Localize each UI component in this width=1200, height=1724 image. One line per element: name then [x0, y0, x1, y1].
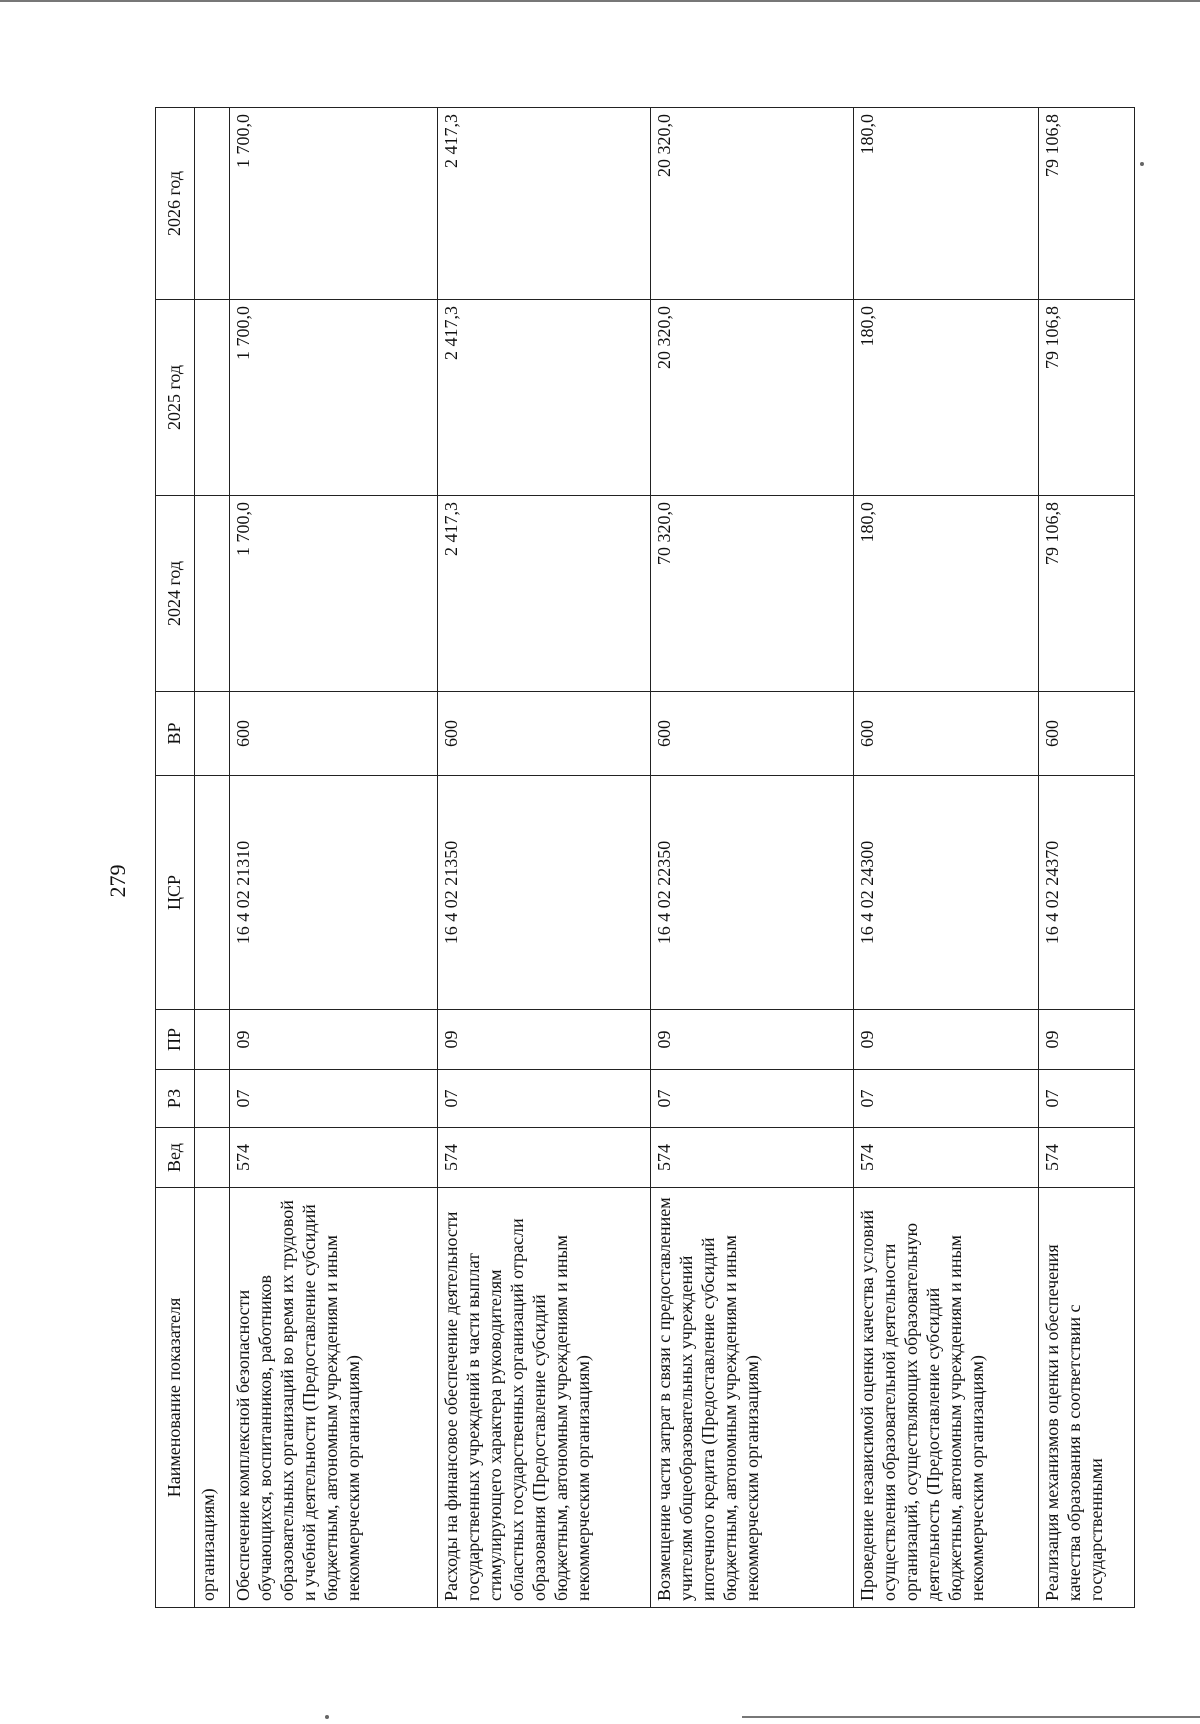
table-header-row [156, 108, 195, 1608]
scan-speck [1140, 162, 1144, 166]
header-csr: ЦСР [156, 776, 195, 1010]
continuation-row [195, 108, 230, 1608]
row-vr-cell: 600 [230, 692, 438, 776]
scan-speck [325, 1715, 329, 1719]
row-ved-cell: 574 [854, 1128, 1039, 1188]
row-name-cell: Обеспечение комплексной безопасности обучающихся, воспитанников, работников образовательных организаций во время их трудовой и учебной деятельности (Предоставление субсидий бюджетным, автономным учреждениям и иным некоммерческим организациям) [230, 1188, 438, 1608]
row-name-cell: Расходы на финансовое обеспечение деятельности государственных учреждений в части выплат стимулирующего характера руководителям областных государственных организаций отрасли образования (Предоставление субсидий бюджетным, автономным учреждениям и иным некоммерческим организациям) [438, 1188, 651, 1608]
empty-cell [195, 300, 230, 496]
scan-bottom-edge [742, 1716, 1200, 1718]
row-pr-cell: 09 [1038, 1010, 1134, 1070]
scan-top-edge [0, 0, 1200, 2]
header-2026: 2026 год [156, 108, 195, 300]
row-pr-cell: 09 [651, 1010, 854, 1070]
table-row [854, 108, 1039, 1608]
row-2026-cell: 1 700,0 [230, 108, 438, 300]
empty-cell [195, 496, 230, 692]
continuation-cell: организациям) [195, 1188, 230, 1608]
row-rz-cell: 07 [438, 1070, 651, 1128]
table-row [438, 108, 651, 1608]
row-2024-cell: 2 417,3 [438, 496, 651, 692]
header-rz: РЗ [156, 1070, 195, 1128]
row-name-cell: Проведение независимой оценки качества условий осуществления образовательной деятельности организаций, осуществляющих образовательную деятельность (Предоставление субсидий бюджетным, автономным учреждениям и иным некоммерческим организациям) [854, 1188, 1039, 1608]
row-rz-cell: 07 [854, 1070, 1039, 1128]
row-2024-cell: 70 320,0 [651, 496, 854, 692]
row-2025-cell: 20 320,0 [651, 300, 854, 496]
page-number: 279 [105, 864, 130, 898]
row-2024-cell: 1 700,0 [230, 496, 438, 692]
empty-cell [195, 1128, 230, 1188]
row-vr-cell: 600 [651, 692, 854, 776]
row-2026-cell: 20 320,0 [651, 108, 854, 300]
row-csr-cell: 16 4 02 24300 [854, 776, 1039, 1010]
row-rz-cell: 07 [651, 1070, 854, 1128]
table-row [651, 108, 854, 1608]
row-pr-cell: 09 [438, 1010, 651, 1070]
row-2025-cell: 79 106,8 [1038, 300, 1134, 496]
table-row [1038, 108, 1134, 1608]
row-2024-cell: 180,0 [854, 496, 1039, 692]
row-ved-cell: 574 [438, 1128, 651, 1188]
empty-cell [195, 1010, 230, 1070]
row-csr-cell: 16 4 02 21350 [438, 776, 651, 1010]
empty-cell [195, 692, 230, 776]
header-pr: ПР [156, 1010, 195, 1070]
header-2024: 2024 год [156, 496, 195, 692]
row-pr-cell: 09 [230, 1010, 438, 1070]
header-vr: ВР [156, 692, 195, 776]
row-ved-cell: 574 [1038, 1128, 1134, 1188]
row-2026-cell: 180,0 [854, 108, 1039, 300]
header-ved: Вед [156, 1128, 195, 1188]
row-rz-cell: 07 [1038, 1070, 1134, 1128]
row-vr-cell: 600 [438, 692, 651, 776]
row-rz-cell: 07 [230, 1070, 438, 1128]
row-csr-cell: 16 4 02 21310 [230, 776, 438, 1010]
row-ved-cell: 574 [651, 1128, 854, 1188]
row-vr-cell: 600 [854, 692, 1039, 776]
empty-cell [195, 108, 230, 300]
empty-cell [195, 1070, 230, 1128]
row-2024-cell: 79 106,8 [1038, 496, 1134, 692]
budget-table [155, 107, 1135, 1608]
header-name: Наименование показателя [156, 1188, 195, 1608]
header-2025: 2025 год [156, 300, 195, 496]
table-row [230, 108, 438, 1608]
row-2025-cell: 180,0 [854, 300, 1039, 496]
row-csr-cell: 16 4 02 22350 [651, 776, 854, 1010]
rotated-table-container [155, 108, 1135, 1608]
row-vr-cell: 600 [1038, 692, 1134, 776]
row-2026-cell: 79 106,8 [1038, 108, 1134, 300]
row-2025-cell: 1 700,0 [230, 300, 438, 496]
row-ved-cell: 574 [230, 1128, 438, 1188]
empty-cell [195, 776, 230, 1010]
row-2025-cell: 2 417,3 [438, 300, 651, 496]
row-csr-cell: 16 4 02 24370 [1038, 776, 1134, 1010]
row-name-cell: Реализация механизмов оценки и обеспечения качества образования в соответствии с государственными [1038, 1188, 1134, 1608]
row-pr-cell: 09 [854, 1010, 1039, 1070]
row-2026-cell: 2 417,3 [438, 108, 651, 300]
row-name-cell: Возмещение части затрат в связи с предоставлением учителям общеобразовательных учреждений ипотечного кредита (Предоставление субсидий бюджетным, автономным учреждениям и иным некоммерческим организациям) [651, 1188, 854, 1608]
